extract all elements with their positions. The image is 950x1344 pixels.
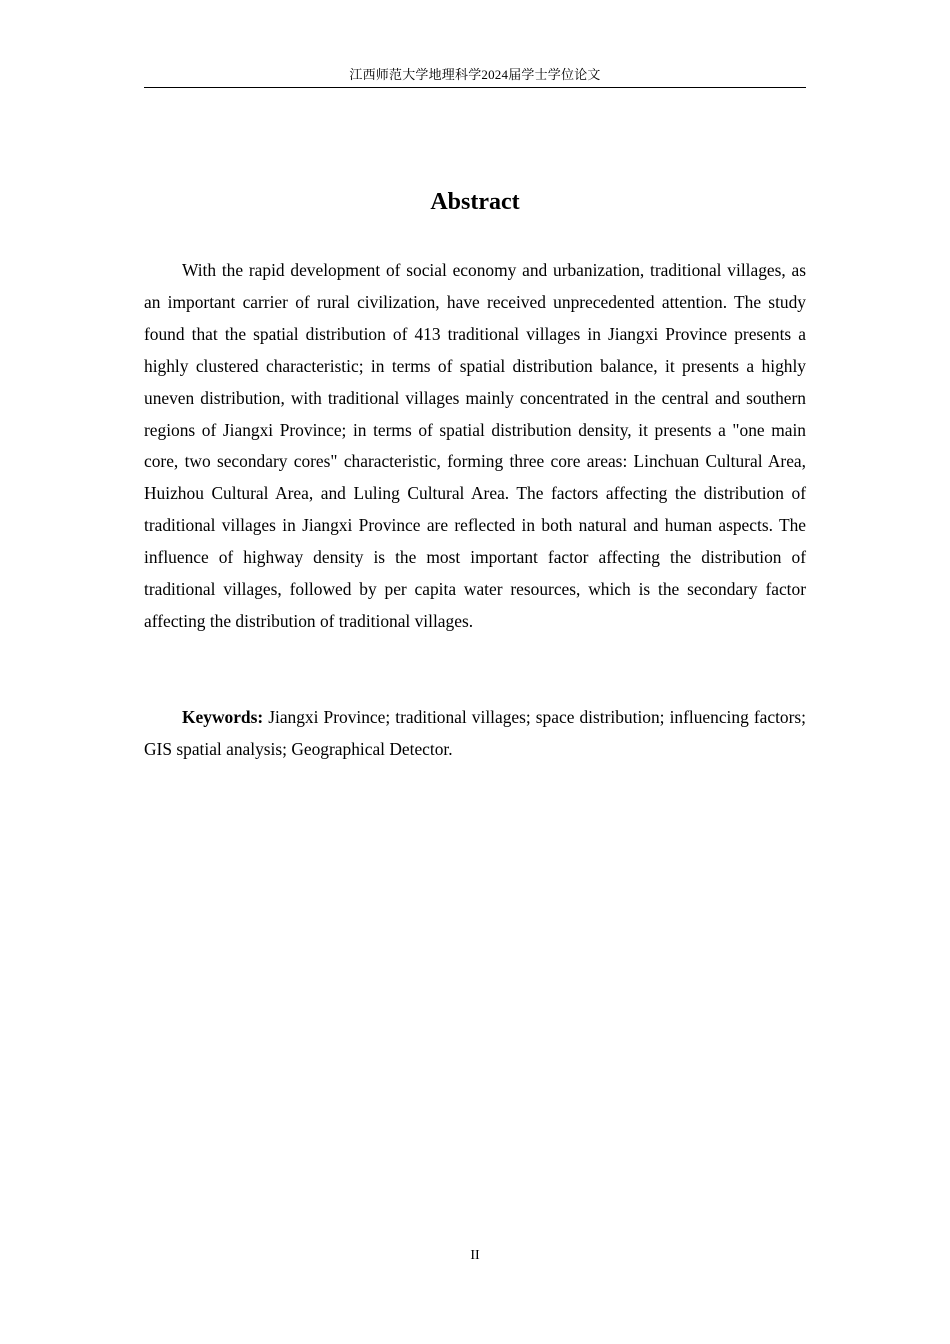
page-number: II [470,1248,480,1263]
keywords-label: Keywords: [182,707,264,727]
keywords-paragraph [144,702,806,766]
abstract-title: Abstract [430,189,520,215]
page-header: 江西师范大学地理科学2024届学士学位论文 [144,66,806,88]
abstract-body: With the rapid development of social economy and urbanization, traditional villages, as an important carrier of rural civilization, have received unprecedented attention. The study found that the spatial distribution of 413 traditional villages in Jiangxi Province presents a highly clustered characteristic; in terms of spatial distribution balance, it presents a highly uneven distribution, with traditional villages mainly concentrated in the central and southern regions of Jiangxi Province; in terms of spatial distribution density, it presents a "one main core, two secondary cores" characteristic, forming three core areas: Linchuan Cultural Area, Huizhou Cultural Area, and Luling Cultural Area. The factors affecting the distribution of traditional villages in Jiangxi Province are reflected in both natural and human aspects. The influence of highway density is the most important factor affecting the distribution of traditional villages, followed by per capita water resources, which is the secondary factor affecting the distribution of traditional villages. [144,260,806,631]
keywords-text: Jiangxi Province; traditional villages; space distribution; influencing factors; GIS spatial analysis; Geographical Detector. [144,707,806,759]
